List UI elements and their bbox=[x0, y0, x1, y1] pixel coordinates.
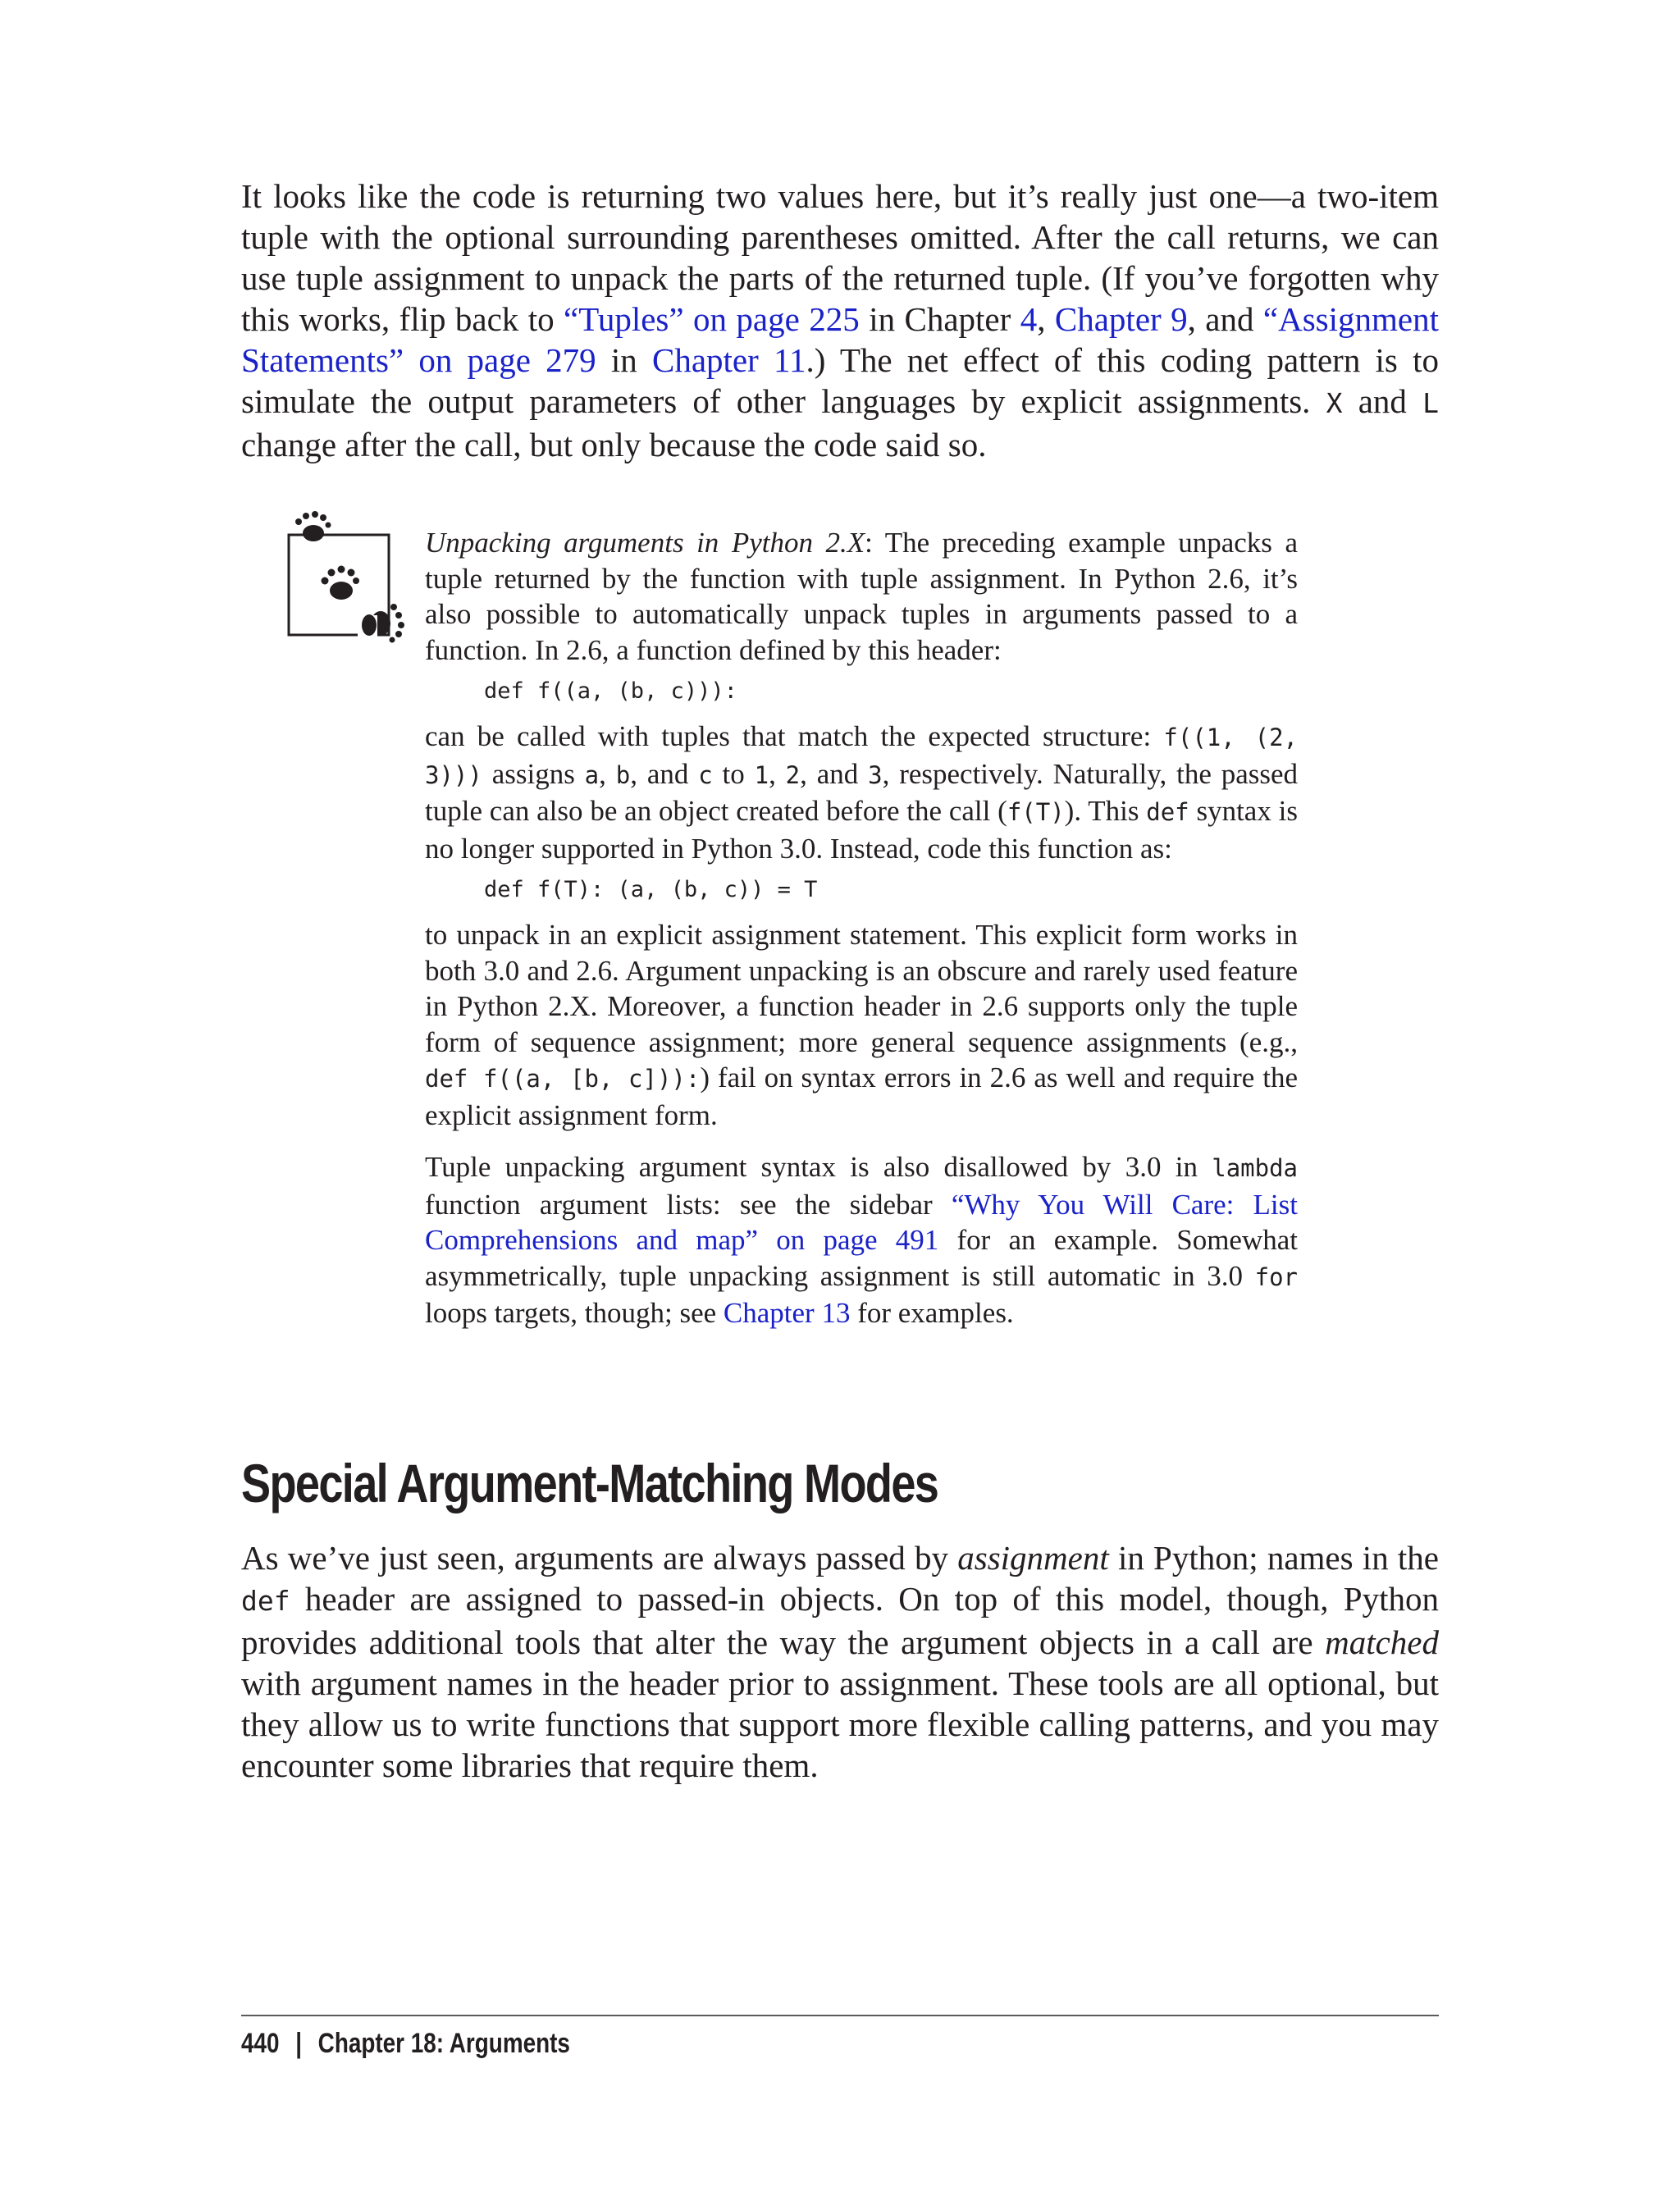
intro-text: It looks like the code is returning two values here, but it’s really just one—a two-item tuple with the optional surrounding parentheses omitted. After the call returns, we can use tuple assignment to unpack the parts of the returned tuple. (If you’ve forgotten why this works, flip back to bbox=[241, 177, 1439, 338]
inline-code-l: L bbox=[1422, 387, 1439, 419]
note-text: ). This bbox=[1064, 795, 1147, 827]
intro-text: and bbox=[1342, 382, 1423, 420]
page-number: 440 bbox=[241, 2028, 280, 2059]
link-why-you-will-care[interactable]: “Why You Will Care: List Comprehensions and map” on page 491 bbox=[425, 1188, 1298, 1256]
note-paragraph-1 bbox=[425, 525, 1298, 668]
section-text: with argument names in the header prior to assignment. These tools are all optional, but they allow us to write functions that support more flexible calling patterns, and you may encounter some libraries that require them. bbox=[241, 1664, 1439, 1784]
note-text: : The preceding example unpacks a tuple returned by the function with tuple assignment. In Python 2.6, it’s also possible to automatically unpack tuples in arguments passed to a function. In 2.6, a function defined by this header: bbox=[425, 527, 1298, 666]
link-tuples[interactable]: “Tuples” on page 225 bbox=[564, 300, 860, 338]
code-block-1: def f((a, (b, c))): bbox=[484, 678, 737, 704]
note-block bbox=[425, 525, 1298, 1331]
inline-code: for bbox=[1254, 1262, 1298, 1291]
inline-code: a bbox=[584, 760, 600, 789]
link-assignment-statements[interactable]: “Assignment Statements” on page 279 bbox=[241, 300, 1439, 379]
section-heading: Special Argument-Matching Modes bbox=[241, 1453, 938, 1513]
note-text: for examples. bbox=[850, 1297, 1014, 1329]
inline-code: lambda bbox=[1212, 1154, 1298, 1182]
footer-separator: | bbox=[295, 2028, 303, 2059]
note-text: , bbox=[769, 757, 786, 790]
inline-code: def bbox=[241, 1585, 290, 1617]
note-text: , and bbox=[800, 757, 869, 790]
note-text: syntax is no longer supported in Python 3.0. Instead, code this function as: bbox=[425, 795, 1298, 865]
inline-code: f(T) bbox=[1007, 798, 1065, 826]
note-text: , respectively. Naturally, the passed tuple can also be an object created before the call ( bbox=[425, 757, 1299, 827]
raccoon-paw-prints-icon bbox=[279, 502, 427, 650]
note-text: can be called with tuples that match the expected structure: bbox=[425, 720, 1164, 752]
intro-text: change after the call, but only because the code said so. bbox=[241, 426, 987, 463]
note-text: , bbox=[599, 757, 616, 790]
note-text: function argument lists: see the sidebar bbox=[425, 1188, 952, 1221]
page-footer bbox=[241, 2028, 570, 2060]
section-paragraph bbox=[241, 1537, 1439, 1786]
emphasis: matched bbox=[1325, 1623, 1439, 1661]
link-chapter-11[interactable]: Chapter 11 bbox=[651, 341, 806, 379]
intro-paragraph bbox=[241, 176, 1439, 465]
note-text: ) fail on syntax errors in 2.6 as well and require the explicit assignment form. bbox=[425, 1061, 1298, 1131]
inline-code: b bbox=[615, 760, 631, 789]
code-block-2: def f(T): (a, (b, c)) = T bbox=[484, 877, 818, 902]
inline-code: 3 bbox=[868, 760, 883, 789]
inline-code: 1 bbox=[754, 760, 769, 789]
inline-code: 2 bbox=[785, 760, 801, 789]
section-text: header are assigned to passed-in objects. On top of this model, though, Python provides additional tools that alter the way the argument objects in a call are bbox=[241, 1580, 1439, 1661]
note-title: Unpacking arguments in Python 2.X bbox=[425, 527, 865, 559]
footer-rule bbox=[241, 2015, 1439, 2016]
note-paragraph-3 bbox=[425, 917, 1298, 1133]
note-paragraph-4 bbox=[425, 1149, 1298, 1331]
note-text: for an example. Somewhat asymmetrically, tuple unpacking assignment is still automatic in 3.0 bbox=[425, 1224, 1299, 1292]
note-text: to bbox=[712, 757, 755, 790]
inline-code: c bbox=[698, 760, 713, 789]
intro-text: , bbox=[1037, 300, 1055, 338]
inline-code-x: X bbox=[1326, 387, 1343, 419]
link-chapter-13[interactable]: Chapter 13 bbox=[723, 1297, 851, 1329]
note-text: , and bbox=[630, 757, 699, 790]
inline-code: f((1, (2, 3))) bbox=[425, 724, 1299, 789]
section-text: in Python; names in the bbox=[1108, 1539, 1439, 1577]
inline-code: def bbox=[1146, 798, 1189, 826]
intro-text: , and bbox=[1187, 300, 1263, 338]
note-text: loops targets, though; see bbox=[425, 1297, 724, 1329]
section-text: As we’ve just seen, arguments are always passed by bbox=[241, 1539, 958, 1577]
inline-code: def f((a, [b, c])): bbox=[425, 1065, 701, 1093]
footer-chapter: Chapter 18: Arguments bbox=[317, 2028, 570, 2059]
link-chapter-9[interactable]: Chapter 9 bbox=[1054, 300, 1188, 338]
emphasis: assignment bbox=[957, 1539, 1109, 1577]
link-chapter-4[interactable]: 4 bbox=[1020, 300, 1038, 338]
note-text: Tuple unpacking argument syntax is also disallowed by 3.0 in bbox=[425, 1151, 1212, 1183]
intro-text: in Chapter bbox=[859, 300, 1020, 338]
note-text: assigns bbox=[482, 757, 585, 790]
intro-text: in bbox=[596, 341, 652, 379]
note-text: to unpack in an explicit assignment statement. This explicit form works in both 3.0 and 2.6. Argument unpacking is an obscure and rarely used feature in Python 2.X. Moreover, a function header in 2.6 supports only the tuple form of sequence assignment; more general sequence assignments (e.g., bbox=[425, 919, 1298, 1058]
intro-text: .) The net effect of this coding pattern is to simulate the output parameters of other languages by explicit assignments. bbox=[241, 341, 1439, 420]
note-paragraph-2 bbox=[425, 719, 1298, 866]
